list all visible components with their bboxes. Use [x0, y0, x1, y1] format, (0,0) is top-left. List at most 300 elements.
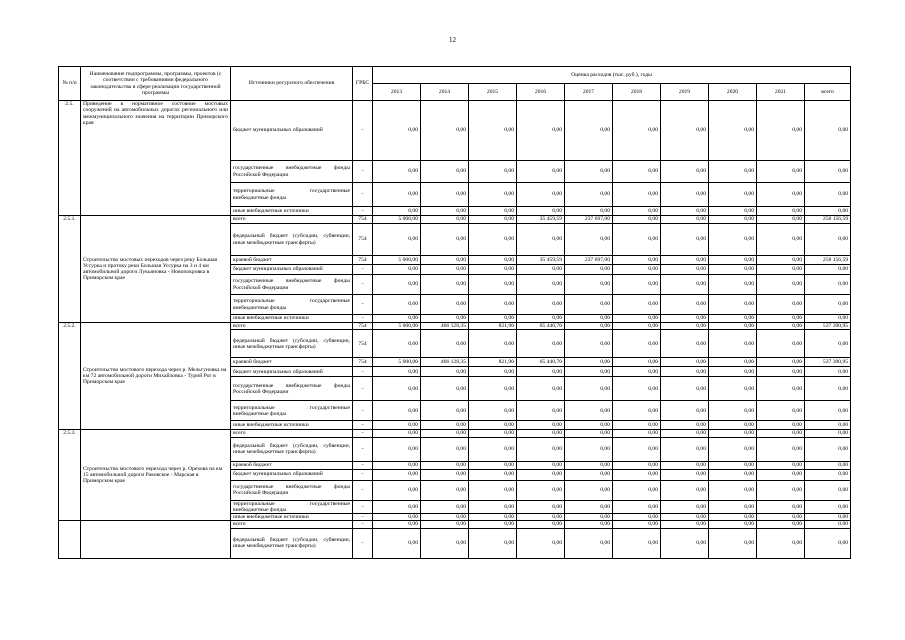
year-value: 0,00 — [757, 528, 805, 558]
year-value: 0,00 — [565, 500, 613, 514]
year-value: 0,00 — [613, 377, 661, 401]
year-value: 0,00 — [661, 469, 709, 480]
year-value: 0,00 — [661, 480, 709, 500]
year-value: 0,00 — [517, 295, 565, 315]
total-value: 0,00 — [805, 421, 851, 430]
year-value: 0,00 — [709, 323, 757, 330]
year-value: 0,00 — [757, 377, 805, 401]
item-number: 2.5.1. — [59, 216, 81, 323]
item-number: 2.5.3. — [59, 430, 81, 521]
year-value: 5 000,00 — [373, 323, 421, 330]
year-value: 0,00 — [613, 256, 661, 265]
year-value: 237 697,00 — [565, 216, 613, 224]
year-value: 0,00 — [373, 528, 421, 558]
year-value: 35 459,59 — [517, 256, 565, 265]
year-value: 0,00 — [565, 207, 613, 216]
grbs-code: - — [353, 101, 373, 161]
grbs-code: - — [353, 430, 373, 437]
year-value: 0,00 — [373, 469, 421, 480]
total-value: 0,00 — [805, 514, 851, 521]
year-value: 0,00 — [517, 224, 565, 256]
table-row — [59, 101, 851, 161]
year-value: 0,00 — [517, 401, 565, 421]
year-value: 0,00 — [421, 377, 469, 401]
year-value: 0,00 — [613, 367, 661, 377]
year-value: 0,00 — [757, 358, 805, 367]
item-number: 2.5.2. — [59, 323, 81, 430]
year-value: 0,00 — [517, 183, 565, 207]
year-value: 0,00 — [709, 256, 757, 265]
total-value: 0,00 — [805, 367, 851, 377]
total-value: 0,00 — [805, 183, 851, 207]
year-value: 0,00 — [469, 216, 517, 224]
year-value: 0,00 — [517, 528, 565, 558]
funding-source: государственные внебюджетные фонды Российской Федерации — [231, 161, 353, 183]
year-value: 0,00 — [565, 521, 613, 528]
year-value: 0,00 — [661, 437, 709, 461]
year-value: 0,00 — [565, 430, 613, 437]
year-value: 0,00 — [709, 216, 757, 224]
year-value: 0,00 — [661, 207, 709, 216]
total-value: 0,00 — [805, 528, 851, 558]
year-value: 0,00 — [469, 469, 517, 480]
grbs-code: - — [353, 161, 373, 183]
year-value: 0,00 — [661, 323, 709, 330]
year-value: 0,00 — [421, 528, 469, 558]
table-row — [59, 323, 851, 330]
total-value: 0,00 — [805, 161, 851, 183]
year-value: 0,00 — [613, 500, 661, 514]
funding-source: территориальные государственные внебюджетные фонды — [231, 183, 353, 207]
item-name: Строительство мостового перехода через р. Орехова на км 15 автомобильной дороги Раковское - Марская в Приморском крае — [81, 430, 231, 521]
table-row — [59, 216, 851, 224]
year-value: 0,00 — [565, 469, 613, 480]
year-value: 0,00 — [421, 430, 469, 437]
year-value: 0,00 — [613, 469, 661, 480]
total-value: 0,00 — [805, 224, 851, 256]
year-value: 0,00 — [469, 528, 517, 558]
year-value: 0,00 — [613, 207, 661, 216]
funding-source: территориальные государственные внебюджетные фонды — [231, 500, 353, 514]
total-value: 537 390,95 — [805, 323, 851, 330]
year-value: 0,00 — [661, 315, 709, 323]
year-value: 0,00 — [709, 500, 757, 514]
year-value: 0,00 — [517, 437, 565, 461]
year-value: 0,00 — [661, 461, 709, 469]
year-value: 0,00 — [421, 469, 469, 480]
year-value: 0,00 — [421, 295, 469, 315]
funding-source: краевой бюджет — [231, 256, 353, 265]
year-value: 0,00 — [373, 295, 421, 315]
funding-source: федеральный бюджет (субсидии, субвенции, иные межбюджетные трансферты) — [231, 224, 353, 256]
funding-source: государственные внебюджетные фонды Российской Федерации — [231, 377, 353, 401]
funding-source: бюджет муниципальных образований — [231, 469, 353, 480]
year-value: 0,00 — [709, 521, 757, 528]
header-year: 2018 — [613, 84, 661, 101]
year-value: 0,00 — [373, 521, 421, 528]
total-value: 0,00 — [805, 377, 851, 401]
year-value: 0,00 — [517, 500, 565, 514]
year-value: 0,00 — [661, 183, 709, 207]
total-value: 0,00 — [805, 430, 851, 437]
year-value: 0,00 — [709, 469, 757, 480]
year-value: 0,00 — [421, 514, 469, 521]
total-value: 0,00 — [805, 295, 851, 315]
grbs-code: - — [353, 183, 373, 207]
total-value: 0,00 — [805, 330, 851, 358]
year-value: 0,00 — [373, 421, 421, 430]
year-value: 0,00 — [421, 500, 469, 514]
year-value: 0,00 — [517, 480, 565, 500]
year-value: 0,00 — [757, 461, 805, 469]
funding-source: федеральный бюджет (субсидии, субвенции, иные межбюджетные трансферты) — [231, 437, 353, 461]
year-value: 0,00 — [517, 161, 565, 183]
year-value: 0,00 — [421, 256, 469, 265]
year-value: 0,00 — [757, 224, 805, 256]
year-value: 0,00 — [421, 207, 469, 216]
year-value: 0,00 — [373, 401, 421, 421]
grbs-code: - — [353, 437, 373, 461]
grbs-code: 754 — [353, 323, 373, 330]
total-value: 0,00 — [805, 275, 851, 295]
grbs-code: - — [353, 514, 373, 521]
year-value: 0,00 — [469, 421, 517, 430]
year-value: 0,00 — [565, 315, 613, 323]
year-value: 0,00 — [421, 265, 469, 275]
grbs-code: - — [353, 265, 373, 275]
year-value: 0,00 — [373, 275, 421, 295]
year-value: 0,00 — [661, 256, 709, 265]
year-value: 0,00 — [757, 101, 805, 161]
year-value: 0,00 — [709, 330, 757, 358]
header-year: 2020 — [709, 84, 757, 101]
year-value: 0,00 — [661, 275, 709, 295]
header-grbs: ГРБС — [353, 67, 373, 101]
year-value: 0,00 — [709, 528, 757, 558]
year-value: 0,00 — [661, 528, 709, 558]
year-value: 0,00 — [757, 183, 805, 207]
total-value: 0,00 — [805, 461, 851, 469]
year-value: 0,00 — [661, 367, 709, 377]
year-value: 0,00 — [373, 367, 421, 377]
year-value: 0,00 — [469, 315, 517, 323]
year-value: 0,00 — [517, 367, 565, 377]
year-value: 0,00 — [757, 256, 805, 265]
year-value: 0,00 — [565, 514, 613, 521]
year-value: 0,00 — [709, 461, 757, 469]
year-value: 0,00 — [469, 500, 517, 514]
year-value: 0,00 — [565, 161, 613, 183]
year-value: 0,00 — [757, 161, 805, 183]
year-value: 0,00 — [757, 367, 805, 377]
item-name: Приведение в нормативное состояние мостовых сооружений на автомобильных дорогах регионального или межмуниципального значения на территории Приморского края — [81, 101, 231, 216]
year-value: 0,00 — [613, 528, 661, 558]
year-value: 0,00 — [709, 358, 757, 367]
item-name: Строительство мостового перехода через р. Мельгуновка на км 72 автомобильной дороги Михайловка - Турий Рог в Приморском крае — [81, 323, 231, 430]
funding-source: бюджет муниципальных образований — [231, 265, 353, 275]
year-value: 0,00 — [661, 430, 709, 437]
year-value: 0,00 — [517, 469, 565, 480]
year-value: 5 000,00 — [373, 256, 421, 265]
year-value: 0,00 — [421, 421, 469, 430]
header-total: всего — [805, 84, 851, 101]
header-no: № п/п — [59, 67, 81, 101]
year-value: 0,00 — [373, 330, 421, 358]
funding-source: всего — [231, 216, 353, 224]
year-value: 0,00 — [757, 437, 805, 461]
funding-source: иные внебюджетные источники — [231, 315, 353, 323]
header-source: Источники ресурсного обеспечения — [231, 67, 353, 101]
year-value: 0,00 — [469, 265, 517, 275]
total-value: 0,00 — [805, 469, 851, 480]
year-value: 0,00 — [661, 521, 709, 528]
total-value: 0,00 — [805, 207, 851, 216]
year-value: 0,00 — [757, 521, 805, 528]
funding-source: государственные внебюджетные фонды Российской Федерации — [231, 480, 353, 500]
year-value: 0,00 — [373, 377, 421, 401]
grbs-code: - — [353, 528, 373, 558]
year-value: 0,00 — [373, 437, 421, 461]
year-value: 0,00 — [613, 514, 661, 521]
grbs-code: - — [353, 207, 373, 216]
year-value: 0,00 — [469, 224, 517, 256]
grbs-code: 754 — [353, 358, 373, 367]
year-value: 0,00 — [517, 421, 565, 430]
year-value: 0,00 — [421, 437, 469, 461]
year-value: 237 697,00 — [565, 256, 613, 265]
expenditure-table — [58, 66, 851, 559]
funding-source: федеральный бюджет (субсидии, субвенции, иные межбюджетные трансферты) — [231, 528, 353, 558]
year-value: 0,00 — [565, 295, 613, 315]
year-value: 0,00 — [421, 315, 469, 323]
year-value: 0,00 — [517, 207, 565, 216]
year-value: 0,00 — [757, 295, 805, 315]
year-value: 0,00 — [661, 216, 709, 224]
year-value: 0,00 — [469, 437, 517, 461]
year-value: 0,00 — [709, 367, 757, 377]
year-value: 0,00 — [661, 377, 709, 401]
funding-source: иные внебюджетные источники — [231, 421, 353, 430]
year-value: 0,00 — [661, 401, 709, 421]
year-value: 0,00 — [709, 101, 757, 161]
year-value: 0,00 — [757, 275, 805, 295]
year-value: 0,00 — [757, 330, 805, 358]
funding-source: иные внебюджетные источники — [231, 514, 353, 521]
year-value: 0,00 — [709, 514, 757, 521]
year-value: 0,00 — [469, 480, 517, 500]
year-value: 0,00 — [469, 514, 517, 521]
funding-source: всего — [231, 323, 353, 330]
year-value: 0,00 — [709, 295, 757, 315]
year-value: 0,00 — [517, 377, 565, 401]
year-value: 0,00 — [709, 183, 757, 207]
funding-source: бюджет муниципальных образований — [231, 101, 353, 161]
total-value: 258 156,59 — [805, 216, 851, 224]
grbs-code: 754 — [353, 224, 373, 256]
year-value: 0,00 — [757, 315, 805, 323]
year-value: 0,00 — [517, 514, 565, 521]
year-value: 0,00 — [613, 295, 661, 315]
year-value: 0,00 — [661, 161, 709, 183]
year-value: 0,00 — [613, 521, 661, 528]
year-value: 0,00 — [709, 161, 757, 183]
year-value: 0,00 — [661, 101, 709, 161]
year-value: 0,00 — [373, 514, 421, 521]
year-value: 821,90 — [469, 323, 517, 330]
year-value: 0,00 — [517, 330, 565, 358]
year-value: 0,00 — [661, 265, 709, 275]
total-value: 258 156,59 — [805, 256, 851, 265]
year-value: 0,00 — [421, 161, 469, 183]
year-value: 65 440,70 — [517, 358, 565, 367]
year-value: 0,00 — [565, 358, 613, 367]
header-year: 2017 — [565, 84, 613, 101]
year-value: 0,00 — [565, 265, 613, 275]
header-year: 2019 — [661, 84, 709, 101]
year-value: 0,00 — [757, 500, 805, 514]
total-value: 0,00 — [805, 521, 851, 528]
year-value: 0,00 — [517, 101, 565, 161]
grbs-code: - — [353, 521, 373, 528]
year-value: 0,00 — [709, 437, 757, 461]
year-value: 0,00 — [421, 101, 469, 161]
year-value: 0,00 — [565, 480, 613, 500]
header-year: 2021 — [757, 84, 805, 101]
year-value: 0,00 — [757, 216, 805, 224]
grbs-code: 754 — [353, 330, 373, 358]
year-value: 0,00 — [373, 461, 421, 469]
year-value: 0,00 — [613, 101, 661, 161]
year-value: 0,00 — [661, 500, 709, 514]
year-value: 0,00 — [709, 224, 757, 256]
item-number: 2.5. — [59, 101, 81, 216]
year-value: 0,00 — [469, 256, 517, 265]
grbs-code: 754 — [353, 216, 373, 224]
year-value: 0,00 — [469, 295, 517, 315]
year-value: 0,00 — [373, 480, 421, 500]
year-value: 0,00 — [613, 224, 661, 256]
year-value: 0,00 — [421, 401, 469, 421]
year-value: 0,00 — [757, 323, 805, 330]
grbs-code: 754 — [353, 256, 373, 265]
year-value: 466 128,35 — [421, 323, 469, 330]
table-row — [59, 430, 851, 437]
table-row — [59, 521, 851, 528]
year-value: 0,00 — [709, 480, 757, 500]
grbs-code: - — [353, 367, 373, 377]
header-estimate: Оценка расходов (тыс. руб.), годы — [373, 67, 851, 84]
grbs-code: - — [353, 315, 373, 323]
year-value: 0,00 — [421, 183, 469, 207]
year-value: 0,00 — [613, 401, 661, 421]
year-value: 0,00 — [421, 275, 469, 295]
year-value: 0,00 — [757, 207, 805, 216]
total-value: 0,00 — [805, 265, 851, 275]
year-value: 0,00 — [469, 401, 517, 421]
year-value: 0,00 — [469, 461, 517, 469]
grbs-code: - — [353, 377, 373, 401]
year-value: 0,00 — [709, 315, 757, 323]
year-value: 0,00 — [517, 275, 565, 295]
total-value: 0,00 — [805, 500, 851, 514]
year-value: 0,00 — [517, 265, 565, 275]
header-year: 2013 — [373, 84, 421, 101]
year-value: 0,00 — [757, 421, 805, 430]
year-value: 0,00 — [613, 216, 661, 224]
year-value: 0,00 — [469, 330, 517, 358]
year-value: 0,00 — [421, 480, 469, 500]
header-year: 2015 — [469, 84, 517, 101]
year-value: 0,00 — [469, 161, 517, 183]
year-value: 0,00 — [373, 207, 421, 216]
year-value: 0,00 — [757, 430, 805, 437]
year-value: 0,00 — [421, 367, 469, 377]
year-value: 0,00 — [469, 430, 517, 437]
year-value: 0,00 — [421, 521, 469, 528]
year-value: 0,00 — [565, 275, 613, 295]
total-value: 537 390,95 — [805, 358, 851, 367]
year-value: 0,00 — [565, 528, 613, 558]
year-value: 0,00 — [565, 377, 613, 401]
funding-source: иные внебюджетные источники — [231, 207, 353, 216]
year-value: 0,00 — [613, 275, 661, 295]
year-value: 0,00 — [613, 430, 661, 437]
item-name: Строительство мостовых переходов через реку Большая Уссурка и протоку реки Большая Уссурка на 3 и 4 км автомобильной дороги Лукьяновка - Новопокровка в Приморском крае — [81, 216, 231, 323]
year-value: 0,00 — [757, 469, 805, 480]
header-name: Наименование подпрограммы, программы, проектов (с соответствии с требованиями федерального законодательства в сфере реализации государственной программы — [81, 67, 231, 101]
year-value: 0,00 — [709, 421, 757, 430]
year-value: 0,00 — [661, 295, 709, 315]
year-value: 0,00 — [469, 275, 517, 295]
funding-source: краевой бюджет — [231, 461, 353, 469]
year-value: 5 000,00 — [373, 216, 421, 224]
year-value: 0,00 — [469, 207, 517, 216]
year-value: 0,00 — [709, 275, 757, 295]
grbs-code: - — [353, 295, 373, 315]
year-value: 0,00 — [613, 161, 661, 183]
year-value: 0,00 — [469, 183, 517, 207]
year-value: 0,00 — [613, 437, 661, 461]
total-value: 0,00 — [805, 401, 851, 421]
year-value: 0,00 — [517, 315, 565, 323]
year-value: 0,00 — [373, 224, 421, 256]
year-value: 0,00 — [565, 461, 613, 469]
grbs-code: - — [353, 421, 373, 430]
year-value: 0,00 — [613, 315, 661, 323]
year-value: 466 128,35 — [421, 358, 469, 367]
year-value: 0,00 — [517, 461, 565, 469]
year-value: 0,00 — [517, 521, 565, 528]
funding-source: территориальные государственные внебюджетные фонды — [231, 295, 353, 315]
year-value: 0,00 — [757, 480, 805, 500]
year-value: 35 459,59 — [517, 216, 565, 224]
item-name — [81, 521, 231, 558]
year-value: 0,00 — [661, 514, 709, 521]
year-value: 0,00 — [613, 323, 661, 330]
year-value: 0,00 — [565, 401, 613, 421]
item-number — [59, 521, 81, 558]
year-value: 0,00 — [661, 358, 709, 367]
year-value: 0,00 — [757, 401, 805, 421]
grbs-code: - — [353, 461, 373, 469]
year-value: 5 000,00 — [373, 358, 421, 367]
year-value: 0,00 — [613, 358, 661, 367]
year-value: 0,00 — [565, 101, 613, 161]
year-value: 0,00 — [373, 430, 421, 437]
year-value: 0,00 — [565, 367, 613, 377]
year-value: 0,00 — [373, 161, 421, 183]
year-value: 0,00 — [517, 430, 565, 437]
